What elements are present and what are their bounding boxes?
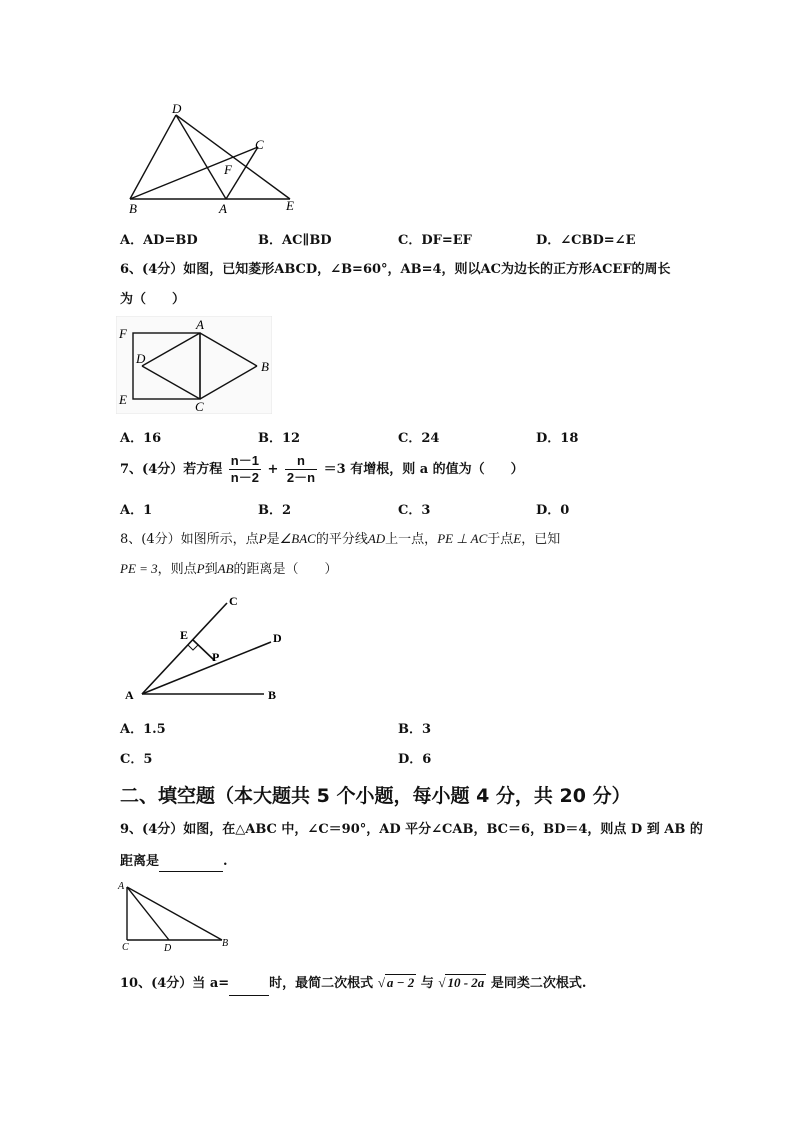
q5-option-d: D．∠CBD=∠E: [536, 233, 636, 248]
q10-answer-blank[interactable]: [229, 973, 269, 996]
q9-stem-line1: 9、(4分）如图，在△ABC 中，∠C＝90°，AD 平分∠CAB，BC＝6，BD＝4，则点 D 到 AB 的: [120, 822, 703, 837]
q5-option-a: A．AD=BD: [120, 233, 198, 248]
q7-fraction-1: $\frac{n-1}{n-2}$: [230, 453, 259, 485]
q5-label-b: B: [129, 201, 137, 216]
q8-label-e: E: [180, 628, 189, 642]
q10-stem: 10、(4分）当 a= 时，最简二次根式 √ a − 2 与 √ 10 - 2a 是同类二次根式.: [120, 972, 586, 996]
q5-label-f: F: [224, 162, 232, 177]
q8-label-p: P: [212, 650, 220, 664]
q7-option-b: B．2: [258, 503, 292, 518]
q9-answer-blank[interactable]: [159, 853, 223, 872]
q9-label-c: C: [122, 942, 129, 952]
q6-label-b: B: [261, 359, 269, 374]
section-heading-fill-in: 二、填空题（本大题共 5 个小题，每小题 4 分，共 20 分）: [120, 785, 631, 807]
q8-option-b: B．3: [398, 722, 432, 737]
q5-option-b: B．AC∥BD: [258, 233, 332, 248]
q8-stem-line1: 8、(4分）如图所示，点P是∠BAC的平分线AD上一点，PE ⊥ AC于点E，已知: [120, 531, 561, 547]
q6-stem-line2: 为（ ）: [120, 292, 186, 307]
q8-label-c: C: [229, 594, 238, 608]
q10-radical-1: √ a − 2: [377, 975, 415, 990]
q7-suffix: ＝3 有增根，则 a 的值为（ ）: [323, 462, 524, 477]
q9-label-d: D: [164, 943, 172, 952]
q6-label-a: A: [196, 317, 204, 332]
q7-option-d: D．0: [536, 503, 570, 518]
q7-option-a: A．1: [120, 503, 153, 518]
q5-label-c: C: [255, 137, 264, 152]
q8-label-a: A: [125, 688, 134, 702]
q8-option-c: C．5: [120, 752, 153, 767]
q5-option-c: C．DF=EF: [398, 233, 472, 248]
q7-fraction-2: $\frac{n}{2-n}$: [286, 453, 316, 485]
q8-label-d: D: [273, 631, 282, 645]
q5-label-e: E: [286, 198, 294, 213]
q6-figure: [116, 316, 272, 414]
q6-option-a: A．16: [120, 431, 162, 446]
q8-figure: [118, 590, 298, 702]
q6-option-b: B．12: [258, 431, 301, 446]
q9-figure: [116, 878, 240, 952]
q9-label-b: B: [222, 938, 229, 949]
q6-stem-line1: 6、(4分）如图，已知菱形ABCD，∠B=60°，AB=4，则以AC为边长的正方形ACEF的周长: [120, 262, 671, 277]
q9-stem-line2: 距离是 .: [120, 853, 228, 872]
q7-stem: [120, 452, 524, 488]
q7-plus: +: [267, 462, 279, 477]
q5-label-a: A: [219, 201, 227, 216]
q7-prefix: 7、(4分）若方程: [120, 462, 223, 477]
q9-label-a: A: [118, 881, 125, 892]
q6-label-e: E: [119, 392, 127, 407]
q6-option-d: D．18: [536, 431, 579, 446]
q5-label-d: D: [172, 101, 182, 116]
q8-option-a: A．1.5: [120, 722, 166, 737]
q7-option-c: C．3: [398, 503, 431, 518]
q6-label-f: F: [119, 326, 127, 341]
q6-label-c: C: [195, 399, 204, 414]
q6-option-c: C．24: [398, 431, 440, 446]
q8-label-b: B: [268, 688, 277, 702]
q10-radical-2: √ 10 - 2a: [438, 975, 485, 990]
q5-figure: [118, 98, 308, 216]
q8-option-d: D．6: [398, 752, 432, 767]
q6-label-d: D: [136, 351, 146, 366]
q8-stem-line2: PE = 3，则点P到AB的距离是（ ）: [120, 561, 338, 577]
